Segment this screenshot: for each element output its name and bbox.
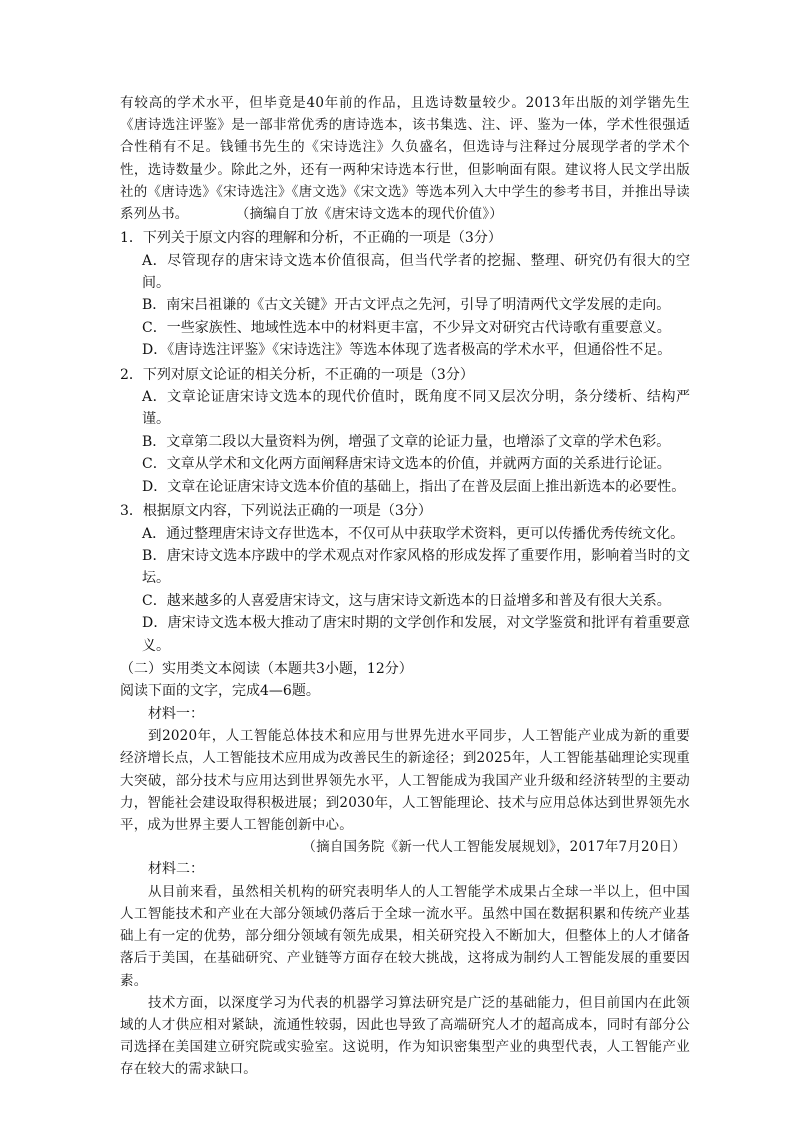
section-instruction: 阅读下面的文字，完成4—6题。 (120, 683, 320, 700)
option-a[interactable]: A．文章论证唐宋诗文选本的现代价值时，既角度不同又层次分明，条分缕析、结构严谨。 (142, 389, 690, 428)
passage1-paragraph: 有较高的学术水平，但毕竟是40年前的作品，且选诗数量较少。2013年出版的刘学锴先生《唐诗选注评鉴》是一部非常优秀的唐诗选本，该书集选、注、评、鉴为一体，学术性很强适合性稍有不足。钱锺书先生的《宋诗选注》久负盛名，但选诗与注释过分展现学者的学术个性，选诗数量少。除此之外，还有一两种宋诗选本行世，但影响面有限。建议将人民文学出版社的《唐诗选》《宋诗选注》《唐文选》《宋文选》等选本列入大中学生的参考书目，并推出导读系列丛书。 （摘编自丁放《唐宋诗文选本的现代价值》） (120, 95, 690, 223)
option-b[interactable]: B．文章第二段以大量资料为例，增强了文章的论证力量，也增添了文章的学术色彩。 (142, 433, 671, 450)
option-c[interactable]: C．一些家族性、地域性选本中的材料更丰富，不少异文对研究古代诗歌有重要意义。 (142, 319, 671, 336)
material1-paragraph: 到2020年，人工智能总体技术和应用与世界先进水平同步，人工智能产业成为新的重要经济增长点，人工智能技术应用成为改善民生的新途径；到2025年，人工智能基础理论实现重大突破，部分技术与应用达到世界领先水平，人工智能成为我国产业升级和经济转型的主要动力，智能社会建设取得积极进展；到2030年，人工智能理论、技术与应用总体达到世界领先水平，成为世界主要人工智能创新中心。 (120, 728, 690, 833)
option-c[interactable]: C．文章从学术和文化两方面阐释唐宋诗文选本的价值，并就两方面的关系进行论证。 (142, 456, 671, 473)
question-2 (120, 364, 690, 498)
option-c[interactable]: C．越来越多的人喜爱唐宋诗文，这与唐宋诗文新选本的日益增多和普及有很大关系。 (142, 592, 671, 609)
material2-paragraph-2: 技术方面，以深度学习为代表的机器学习算法研究是广泛的基础能力，但目前国内在此领域的人才供应相对紧缺，流通性较弱，因此也导致了高端研究人才的超高成本，同时有部分公司选择在美国建立研究院或实验室。这说明，作为知识密集型产业的典型代表，人工智能产业存在较大的需求缺口。 (120, 994, 690, 1078)
option-d[interactable]: D．唐宋诗文选本极大推动了唐宋时期的文学创作和发展，对文学鉴赏和批评有着重要意义。 (142, 615, 690, 654)
question-3 (120, 500, 690, 657)
material2-paragraph-1: 从目前来看，虽然相关机构的研究表明华人的人工智能学术成果占全球一半以上，但中国人工智能技术和产业在大部分领域仍落后于全球一流水平。虽然中国在数据积累和传统产业基础上有一定的优势，部分细分领域有领先成果，相关研究投入不断加大，但整体上的人才储备落后于美国，在基础研究、产业链等方面存在较大挑战，这将成为制约人工智能发展的重要因素。 (120, 883, 690, 989)
option-a[interactable]: A．尽管现存的唐宋诗文选本价值很高，但当代学者的挖掘、整理、研究仍有很大的空间。 (142, 252, 690, 292)
question-1 (120, 227, 690, 361)
material2-label: 材料二： (148, 861, 204, 878)
material1-label: 材料一： (148, 705, 204, 722)
option-b[interactable]: B．南宋吕祖谦的《古文关键》开古文评点之先河，引导了明清两代文学发展的走向。 (142, 297, 671, 314)
option-a[interactable]: A．通过整理唐宋诗文存世选本，不仅可从中获取学术资料，更可以传播优秀传统文化。 (142, 525, 685, 542)
material1-source: （摘自国务院《新一代人工智能发展规划》，2017年7月20日） (302, 839, 686, 856)
section-heading: （二）实用类文本阅读（本题共3小题，12分） (120, 660, 413, 677)
passage1-source: （摘编自丁放《唐宋诗文选本的现代价值》） (242, 206, 503, 223)
option-d[interactable]: D．《唐诗选注评鉴》《宋诗选注》等选本体现了选者极高的学术水平，但通俗性不足。 (142, 342, 672, 359)
option-d[interactable]: D．文章在论证唐宋诗文选本价值的基础上，指出了在普及层面上推出新选本的必要性。 (142, 478, 686, 495)
question-stem: 2．下列对原文论证的相关分析，不正确的一项是（3分） (120, 366, 474, 383)
option-b[interactable]: B．唐宋诗文选本序跋中的学术观点对作家风格的形成发挥了重要作用，影响着当时的文坛。 (142, 547, 690, 587)
page-content (120, 92, 690, 1081)
question-stem: 1．下列关于原文内容的理解和分析，不正确的一项是（3分） (120, 230, 502, 247)
question-stem: 3．根据原文内容，下列说法正确的一项是（3分） (120, 503, 432, 520)
